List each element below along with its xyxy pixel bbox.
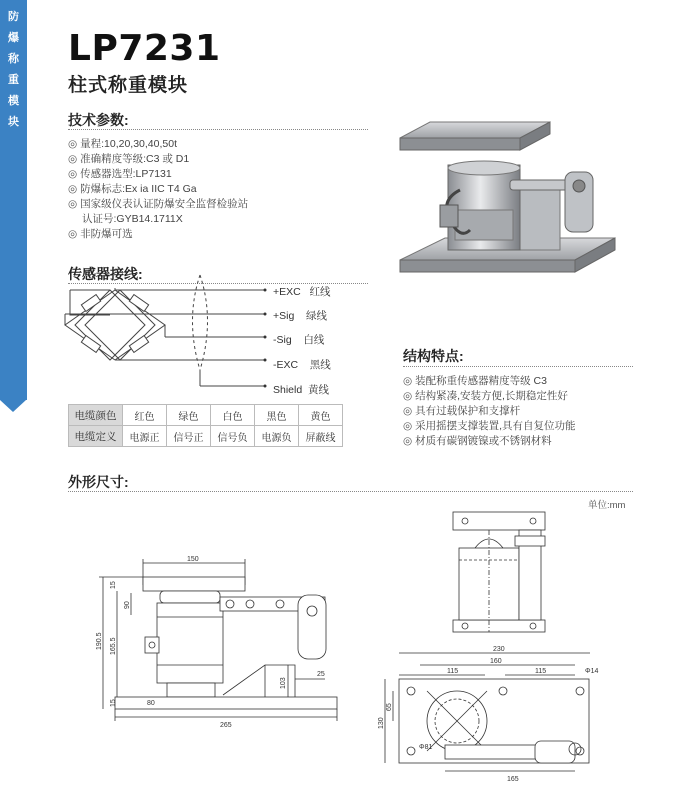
table-cell: 电源正: [123, 426, 167, 447]
wire-label-exc-minus: [273, 357, 331, 372]
table-cell: 黄色: [299, 405, 343, 426]
specs-title: 技术参数:: [68, 112, 129, 128]
dim-160: 160: [490, 658, 502, 665]
category-side-tab: [0, 0, 27, 400]
cable-table: [68, 404, 343, 447]
dim-265: 265: [220, 722, 232, 729]
unit-label: 单位:mm: [588, 500, 626, 511]
features-list: [403, 374, 576, 449]
table-head: 电缆定义: [69, 426, 123, 447]
dim-165-5: 165.5: [110, 637, 117, 655]
wiring-title: 传感器接线:: [68, 266, 143, 282]
spec-item: ◎ 国家级仪表认证防爆安全监督检验站: [68, 197, 248, 212]
wire-signal: +EXC: [273, 286, 301, 298]
product-model: LP7231: [68, 28, 221, 69]
table-cell: 屏蔽线: [299, 426, 343, 447]
plan-view-drawing: [375, 645, 605, 785]
wire-signal: -EXC: [273, 359, 299, 371]
wire-signal: -Sig: [273, 334, 292, 346]
features-divider: [403, 366, 633, 367]
wire-label-sig-minus: [273, 332, 324, 347]
product-photo: [390, 110, 630, 290]
dim-phi81: Φ81: [419, 744, 433, 751]
wire-color: 红线: [309, 286, 331, 298]
wire-label-sig-plus: [273, 308, 327, 323]
dim-150: 150: [187, 556, 199, 563]
dim-phi14: Φ14: [585, 668, 599, 675]
dim-115-right: 115: [535, 668, 547, 675]
dim-165: 165: [507, 776, 519, 783]
dim-15-top: 15: [110, 581, 117, 589]
side-char: 模: [8, 95, 19, 107]
dim-25: 25: [317, 671, 325, 678]
spec-cert: 认证号:GYB14.1711X: [82, 213, 183, 225]
wire-label-exc-plus: [273, 284, 331, 299]
table-cell: 信号负: [211, 426, 255, 447]
dim-130: 130: [378, 717, 385, 729]
side-char: 块: [8, 116, 19, 128]
spec-item: ◎ 量程:10,20,30,40,50t: [68, 137, 248, 152]
dim-65: 65: [386, 703, 393, 711]
side-char: 爆: [8, 32, 19, 44]
dim-103: 103: [280, 677, 287, 689]
table-cell: 黑色: [255, 405, 299, 426]
feature-item: ◎ 采用摇摆支撑装置,具有自复位功能: [403, 419, 576, 434]
dim-90: 90: [124, 601, 131, 609]
dim-15-bottom: 15: [110, 699, 117, 707]
table-cell: 红色: [123, 405, 167, 426]
table-cell: 电源负: [255, 426, 299, 447]
table-cell: 白色: [211, 405, 255, 426]
wiring-lines: [60, 270, 275, 395]
side-char: 防: [8, 11, 19, 23]
feature-item: ◎ 装配称重传感器精度等级 C3: [403, 374, 576, 389]
dim-230: 230: [493, 646, 505, 653]
wire-signal: Shield: [273, 384, 303, 396]
side-char: 称: [8, 53, 19, 65]
wire-color: 白线: [303, 334, 325, 346]
specs-list: [68, 137, 248, 242]
spec-item: ◎ 防爆标志:Ex ia IIC T4 Ga: [68, 182, 248, 197]
feature-item: ◎ 具有过载保护和支撑杆: [403, 404, 576, 419]
wire-color: 黄线: [308, 384, 330, 396]
feature-item: ◎ 材质有碳钢镀镍或不锈钢材料: [403, 434, 576, 449]
wire-label-shield: [273, 382, 329, 397]
dim-190-5: 190.5: [96, 632, 103, 650]
wire-color: 绿线: [305, 310, 327, 322]
table-head: 电缆颜色: [69, 405, 123, 426]
side-view-drawing: [445, 508, 555, 638]
specs-divider: [68, 129, 368, 130]
table-row: [69, 405, 343, 426]
features-title: 结构特点:: [403, 348, 464, 364]
dimensions-divider: [68, 491, 633, 492]
spec-item: ◎ 非防爆可选: [68, 227, 248, 242]
front-view-drawing: [95, 555, 355, 745]
table-cell: 信号正: [167, 426, 211, 447]
spec-item: ◎ 准确精度等级:C3 或 D1: [68, 152, 248, 167]
dim-115-left: 115: [447, 668, 459, 675]
wire-signal: +Sig: [273, 310, 295, 322]
wire-color: 黑线: [309, 359, 331, 371]
dimensions-title: 外形尺寸:: [68, 474, 129, 490]
table-cell: 绿色: [167, 405, 211, 426]
product-subtitle: 柱式称重模块: [68, 75, 189, 96]
side-char: 重: [8, 74, 19, 86]
feature-item: ◎ 结构紧凑,安装方便,长期稳定性好: [403, 389, 576, 404]
dim-80: 80: [147, 700, 155, 707]
spec-item: ◎ 传感器选型:LP7131: [68, 167, 248, 182]
table-row: [69, 426, 343, 447]
